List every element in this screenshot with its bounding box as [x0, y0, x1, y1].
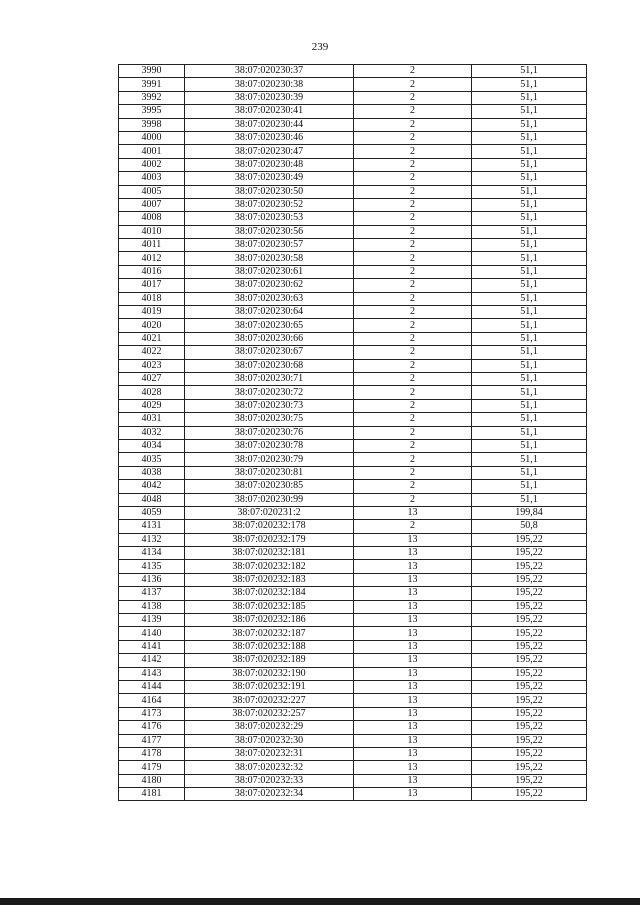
floor-cell: 2	[354, 105, 472, 118]
floor-cell: 13	[354, 788, 472, 801]
cadastral-number-cell: 38:07:020230:48	[185, 158, 354, 171]
table-row	[119, 721, 587, 734]
row-number-cell: 3998	[119, 118, 185, 131]
area-cell: 195,22	[472, 573, 587, 586]
row-number-cell: 4032	[119, 426, 185, 439]
table-row	[119, 279, 587, 292]
row-number-cell: 4019	[119, 306, 185, 319]
row-number-cell: 4021	[119, 332, 185, 345]
table-row	[119, 65, 587, 78]
table-row	[119, 359, 587, 372]
cadastral-number-cell: 38:07:020230:75	[185, 413, 354, 426]
table-row	[119, 734, 587, 747]
cadastral-number-cell: 38:07:020230:79	[185, 453, 354, 466]
table-row	[119, 332, 587, 345]
cadastral-number-cell: 38:07:020232:33	[185, 774, 354, 787]
cadastral-number-cell: 38:07:020230:72	[185, 386, 354, 399]
cadastral-number-cell: 38:07:020230:73	[185, 399, 354, 412]
floor-cell: 13	[354, 573, 472, 586]
cadastral-number-cell: 38:07:020232:181	[185, 547, 354, 560]
area-cell: 51,1	[472, 332, 587, 345]
floor-cell: 13	[354, 547, 472, 560]
table-row	[119, 118, 587, 131]
table-row	[119, 560, 587, 573]
area-cell: 195,22	[472, 654, 587, 667]
floor-cell: 2	[354, 372, 472, 385]
scan-edge-bar	[0, 898, 640, 905]
cadastral-number-cell: 38:07:020230:50	[185, 185, 354, 198]
row-number-cell: 4010	[119, 225, 185, 238]
cadastral-number-cell: 38:07:020230:38	[185, 78, 354, 91]
area-cell: 51,1	[472, 359, 587, 372]
cadastral-number-cell: 38:07:020232:32	[185, 761, 354, 774]
row-number-cell: 4143	[119, 667, 185, 680]
row-number-cell: 4134	[119, 547, 185, 560]
cadastral-number-cell: 38:07:020230:41	[185, 105, 354, 118]
floor-cell: 2	[354, 279, 472, 292]
table-row	[119, 185, 587, 198]
floor-cell: 2	[354, 118, 472, 131]
floor-cell: 2	[354, 439, 472, 452]
cadastral-number-cell: 38:07:020230:81	[185, 466, 354, 479]
floor-cell: 13	[354, 533, 472, 546]
area-cell: 195,22	[472, 774, 587, 787]
table-row	[119, 533, 587, 546]
floor-cell: 13	[354, 694, 472, 707]
floor-cell: 13	[354, 600, 472, 613]
area-cell: 195,22	[472, 734, 587, 747]
row-number-cell: 4173	[119, 707, 185, 720]
floor-cell: 2	[354, 332, 472, 345]
cadastral-number-cell: 38:07:020232:29	[185, 721, 354, 734]
table-row	[119, 747, 587, 760]
row-number-cell: 4000	[119, 131, 185, 144]
area-cell: 51,1	[472, 319, 587, 332]
floor-cell: 13	[354, 640, 472, 653]
cadastral-number-cell: 38:07:020230:49	[185, 172, 354, 185]
table-row	[119, 198, 587, 211]
row-number-cell: 4031	[119, 413, 185, 426]
table-row	[119, 172, 587, 185]
floor-cell: 2	[354, 198, 472, 211]
table-row	[119, 145, 587, 158]
floor-cell: 2	[354, 386, 472, 399]
table-row	[119, 466, 587, 479]
area-cell: 51,1	[472, 306, 587, 319]
row-number-cell: 4131	[119, 520, 185, 533]
row-number-cell: 4018	[119, 292, 185, 305]
row-number-cell: 4017	[119, 279, 185, 292]
floor-cell: 2	[354, 185, 472, 198]
table-row	[119, 774, 587, 787]
cadastral-number-cell: 38:07:020230:53	[185, 212, 354, 225]
table-row	[119, 239, 587, 252]
cadastral-number-cell: 38:07:020230:62	[185, 279, 354, 292]
table-row	[119, 252, 587, 265]
row-number-cell: 4177	[119, 734, 185, 747]
table-row	[119, 78, 587, 91]
area-cell: 195,22	[472, 533, 587, 546]
table-row	[119, 640, 587, 653]
area-cell: 51,1	[472, 145, 587, 158]
table-row	[119, 573, 587, 586]
row-number-cell: 4035	[119, 453, 185, 466]
row-number-cell: 4020	[119, 319, 185, 332]
cadastral-number-cell: 38:07:020232:257	[185, 707, 354, 720]
cadastral-number-cell: 38:07:020232:178	[185, 520, 354, 533]
table-row	[119, 627, 587, 640]
cadastral-number-cell: 38:07:020230:44	[185, 118, 354, 131]
floor-cell: 2	[354, 172, 472, 185]
table-row	[119, 480, 587, 493]
area-cell: 195,22	[472, 788, 587, 801]
table-body	[119, 65, 587, 801]
floor-cell: 2	[354, 413, 472, 426]
area-cell: 51,1	[472, 225, 587, 238]
cadastral-number-cell: 38:07:020230:47	[185, 145, 354, 158]
floor-cell: 13	[354, 614, 472, 627]
table-row	[119, 399, 587, 412]
cadastral-number-cell: 38:07:020230:61	[185, 265, 354, 278]
row-number-cell: 4179	[119, 761, 185, 774]
cadastral-number-cell: 38:07:020232:182	[185, 560, 354, 573]
area-cell: 195,22	[472, 680, 587, 693]
row-number-cell: 4048	[119, 493, 185, 506]
table-row	[119, 372, 587, 385]
area-cell: 51,1	[472, 185, 587, 198]
area-cell: 51,1	[472, 212, 587, 225]
row-number-cell: 4022	[119, 346, 185, 359]
area-cell: 51,1	[472, 480, 587, 493]
floor-cell: 2	[354, 78, 472, 91]
area-cell: 195,22	[472, 721, 587, 734]
area-cell: 51,1	[472, 386, 587, 399]
area-cell: 195,22	[472, 640, 587, 653]
row-number-cell: 4140	[119, 627, 185, 640]
row-number-cell: 4002	[119, 158, 185, 171]
cadastral-number-cell: 38:07:020230:71	[185, 372, 354, 385]
floor-cell: 13	[354, 761, 472, 774]
page-number: 239	[311, 41, 329, 53]
floor-cell: 2	[354, 212, 472, 225]
floor-cell: 2	[354, 265, 472, 278]
area-cell: 51,1	[472, 91, 587, 104]
cadastral-number-cell: 38:07:020230:56	[185, 225, 354, 238]
table-row	[119, 306, 587, 319]
area-cell: 51,1	[472, 158, 587, 171]
cadastral-number-cell: 38:07:020230:85	[185, 480, 354, 493]
floor-cell: 2	[354, 292, 472, 305]
area-cell: 199,84	[472, 506, 587, 519]
row-number-cell: 4011	[119, 239, 185, 252]
area-cell: 51,1	[472, 65, 587, 78]
cadastral-number-cell: 38:07:020232:31	[185, 747, 354, 760]
floor-cell: 2	[354, 399, 472, 412]
row-number-cell: 4028	[119, 386, 185, 399]
row-number-cell: 4027	[119, 372, 185, 385]
cadastral-number-cell: 38:07:020230:76	[185, 426, 354, 439]
cadastral-number-cell: 38:07:020230:66	[185, 332, 354, 345]
table-row	[119, 600, 587, 613]
row-number-cell: 4178	[119, 747, 185, 760]
floor-cell: 2	[354, 493, 472, 506]
cadastral-number-cell: 38:07:020230:78	[185, 439, 354, 452]
table-row	[119, 761, 587, 774]
cadastral-number-cell: 38:07:020230:58	[185, 252, 354, 265]
row-number-cell: 4141	[119, 640, 185, 653]
row-number-cell: 4144	[119, 680, 185, 693]
table-row	[119, 680, 587, 693]
floor-cell: 2	[354, 145, 472, 158]
row-number-cell: 4012	[119, 252, 185, 265]
area-cell: 195,22	[472, 587, 587, 600]
row-number-cell: 4181	[119, 788, 185, 801]
floor-cell: 13	[354, 734, 472, 747]
table-row	[119, 667, 587, 680]
row-number-cell: 4001	[119, 145, 185, 158]
cadastral-number-cell: 38:07:020230:68	[185, 359, 354, 372]
cadastral-number-cell: 38:07:020230:65	[185, 319, 354, 332]
area-cell: 50,8	[472, 520, 587, 533]
area-cell: 51,1	[472, 453, 587, 466]
floor-cell: 2	[354, 91, 472, 104]
table-row	[119, 493, 587, 506]
area-cell: 51,1	[472, 399, 587, 412]
floor-cell: 2	[354, 453, 472, 466]
cadastral-number-cell: 38:07:020232:183	[185, 573, 354, 586]
area-cell: 51,1	[472, 105, 587, 118]
floor-cell: 2	[354, 319, 472, 332]
table-row	[119, 426, 587, 439]
floor-cell: 13	[354, 506, 472, 519]
floor-cell: 13	[354, 747, 472, 760]
table-row	[119, 788, 587, 801]
row-number-cell: 4164	[119, 694, 185, 707]
cadastral-table	[118, 64, 587, 801]
table-row	[119, 654, 587, 667]
table-row	[119, 91, 587, 104]
cadastral-number-cell: 38:07:020230:39	[185, 91, 354, 104]
area-cell: 51,1	[472, 239, 587, 252]
floor-cell: 13	[354, 654, 472, 667]
row-number-cell: 4003	[119, 172, 185, 185]
area-cell: 51,1	[472, 466, 587, 479]
table-row	[119, 319, 587, 332]
table-row	[119, 506, 587, 519]
area-cell: 195,22	[472, 600, 587, 613]
area-cell: 195,22	[472, 560, 587, 573]
area-cell: 195,22	[472, 747, 587, 760]
cadastral-number-cell: 38:07:020232:185	[185, 600, 354, 613]
area-cell: 195,22	[472, 707, 587, 720]
row-number-cell: 4038	[119, 466, 185, 479]
row-number-cell: 3991	[119, 78, 185, 91]
table-row	[119, 453, 587, 466]
floor-cell: 2	[354, 131, 472, 144]
cadastral-number-cell: 38:07:020232:186	[185, 614, 354, 627]
row-number-cell: 4016	[119, 265, 185, 278]
cadastral-number-cell: 38:07:020230:99	[185, 493, 354, 506]
area-cell: 51,1	[472, 252, 587, 265]
area-cell: 51,1	[472, 118, 587, 131]
cadastral-number-cell: 38:07:020232:188	[185, 640, 354, 653]
row-number-cell: 3995	[119, 105, 185, 118]
area-cell: 51,1	[472, 426, 587, 439]
row-number-cell: 4136	[119, 573, 185, 586]
area-cell: 51,1	[472, 265, 587, 278]
table-row	[119, 694, 587, 707]
row-number-cell: 4138	[119, 600, 185, 613]
floor-cell: 2	[354, 426, 472, 439]
area-cell: 51,1	[472, 372, 587, 385]
table-row	[119, 413, 587, 426]
floor-cell: 2	[354, 480, 472, 493]
table-row	[119, 158, 587, 171]
cadastral-number-cell: 38:07:020230:46	[185, 131, 354, 144]
cadastral-number-cell: 38:07:020232:189	[185, 654, 354, 667]
table-row	[119, 105, 587, 118]
table-row	[119, 265, 587, 278]
table-row	[119, 439, 587, 452]
row-number-cell: 4059	[119, 506, 185, 519]
area-cell: 51,1	[472, 172, 587, 185]
row-number-cell: 4142	[119, 654, 185, 667]
cadastral-number-cell: 38:07:020232:191	[185, 680, 354, 693]
floor-cell: 13	[354, 774, 472, 787]
row-number-cell: 3990	[119, 65, 185, 78]
cadastral-number-cell: 38:07:020230:64	[185, 306, 354, 319]
area-cell: 51,1	[472, 292, 587, 305]
floor-cell: 13	[354, 560, 472, 573]
floor-cell: 13	[354, 627, 472, 640]
row-number-cell: 4007	[119, 198, 185, 211]
row-number-cell: 4042	[119, 480, 185, 493]
floor-cell: 2	[354, 225, 472, 238]
cadastral-number-cell: 38:07:020230:57	[185, 239, 354, 252]
area-cell: 195,22	[472, 667, 587, 680]
table-row	[119, 292, 587, 305]
row-number-cell: 4005	[119, 185, 185, 198]
area-cell: 195,22	[472, 614, 587, 627]
floor-cell: 13	[354, 680, 472, 693]
row-number-cell: 4139	[119, 614, 185, 627]
floor-cell: 13	[354, 587, 472, 600]
row-number-cell: 4180	[119, 774, 185, 787]
floor-cell: 13	[354, 707, 472, 720]
floor-cell: 2	[354, 346, 472, 359]
area-cell: 51,1	[472, 78, 587, 91]
floor-cell: 2	[354, 359, 472, 372]
floor-cell: 2	[354, 520, 472, 533]
floor-cell: 2	[354, 252, 472, 265]
row-number-cell: 4029	[119, 399, 185, 412]
row-number-cell: 4023	[119, 359, 185, 372]
cadastral-number-cell: 38:07:020231:2	[185, 506, 354, 519]
row-number-cell: 4008	[119, 212, 185, 225]
cadastral-number-cell: 38:07:020232:190	[185, 667, 354, 680]
area-cell: 195,22	[472, 547, 587, 560]
floor-cell: 2	[354, 65, 472, 78]
floor-cell: 2	[354, 466, 472, 479]
row-number-cell: 4176	[119, 721, 185, 734]
row-number-cell: 4034	[119, 439, 185, 452]
cadastral-number-cell: 38:07:020230:37	[185, 65, 354, 78]
floor-cell: 2	[354, 239, 472, 252]
table-row	[119, 520, 587, 533]
floor-cell: 13	[354, 721, 472, 734]
table-row	[119, 212, 587, 225]
cadastral-number-cell: 38:07:020232:187	[185, 627, 354, 640]
cadastral-number-cell: 38:07:020230:63	[185, 292, 354, 305]
area-cell: 51,1	[472, 413, 587, 426]
floor-cell: 2	[354, 158, 472, 171]
area-cell: 51,1	[472, 198, 587, 211]
cadastral-number-cell: 38:07:020232:30	[185, 734, 354, 747]
table-row	[119, 225, 587, 238]
table-row	[119, 614, 587, 627]
table-row	[119, 707, 587, 720]
row-number-cell: 3992	[119, 91, 185, 104]
table-row	[119, 547, 587, 560]
floor-cell: 2	[354, 306, 472, 319]
cadastral-number-cell: 38:07:020230:52	[185, 198, 354, 211]
area-cell: 51,1	[472, 346, 587, 359]
area-cell: 195,22	[472, 627, 587, 640]
table-row	[119, 346, 587, 359]
area-cell: 51,1	[472, 439, 587, 452]
floor-cell: 13	[354, 667, 472, 680]
cadastral-number-cell: 38:07:020232:184	[185, 587, 354, 600]
cadastral-number-cell: 38:07:020232:227	[185, 694, 354, 707]
cadastral-number-cell: 38:07:020232:34	[185, 788, 354, 801]
cadastral-number-cell: 38:07:020232:179	[185, 533, 354, 546]
area-cell: 51,1	[472, 279, 587, 292]
table-row	[119, 386, 587, 399]
area-cell: 51,1	[472, 493, 587, 506]
row-number-cell: 4135	[119, 560, 185, 573]
row-number-cell: 4137	[119, 587, 185, 600]
area-cell: 195,22	[472, 694, 587, 707]
area-cell: 195,22	[472, 761, 587, 774]
area-cell: 51,1	[472, 131, 587, 144]
row-number-cell: 4132	[119, 533, 185, 546]
cadastral-number-cell: 38:07:020230:67	[185, 346, 354, 359]
table-row	[119, 587, 587, 600]
table-row	[119, 131, 587, 144]
